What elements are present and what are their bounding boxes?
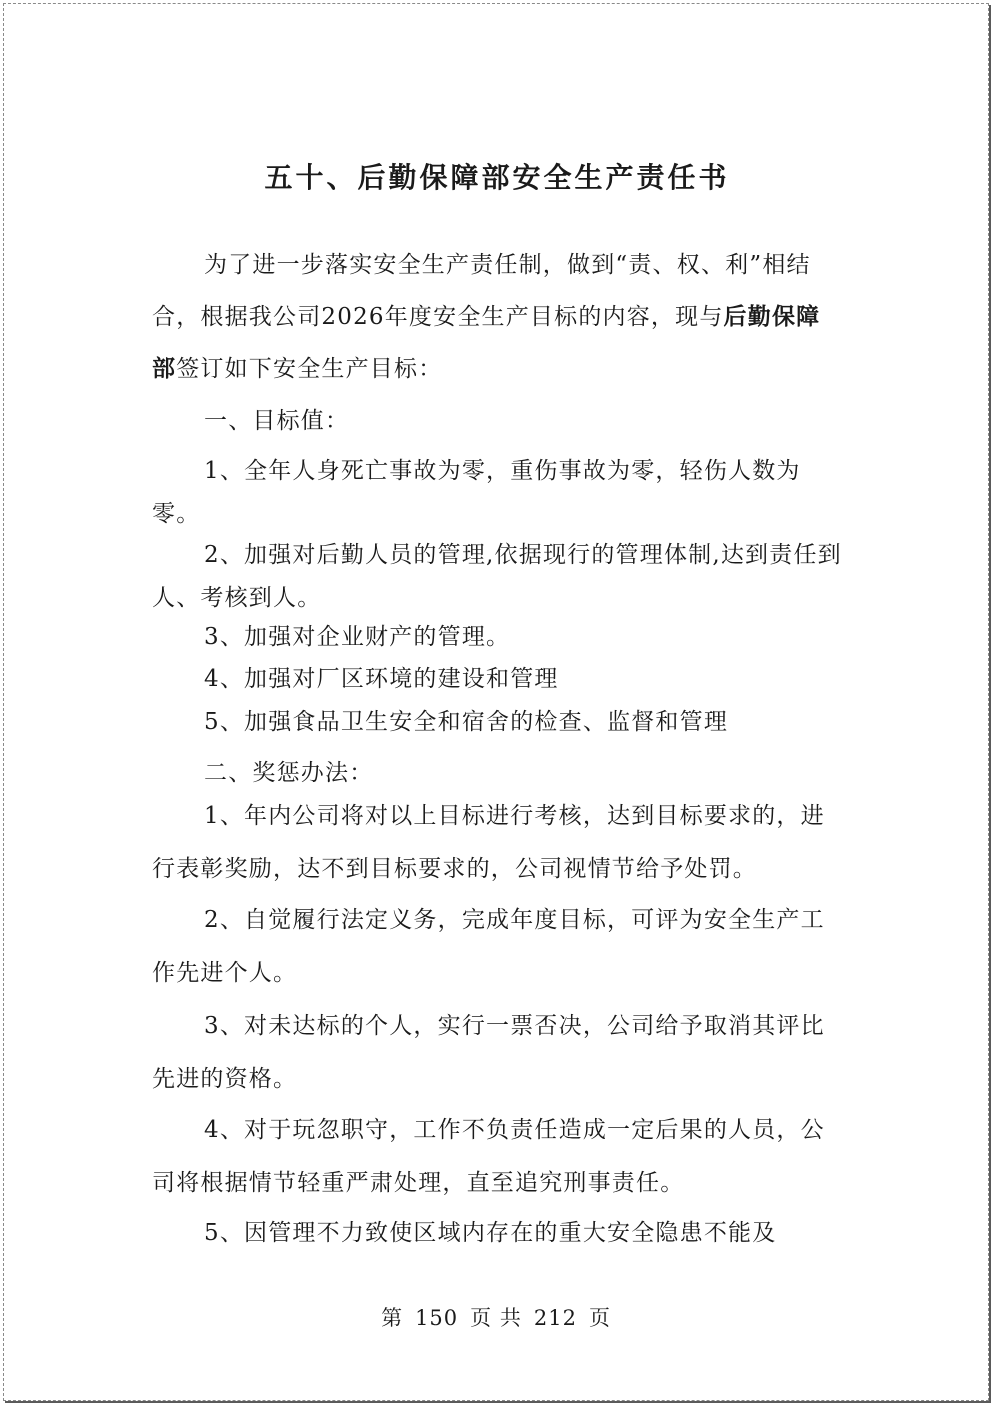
rule-item-1: 1、年内公司将对以上目标进行考核，达到目标要求的，进行表彰奖励，达不到目标要求的，公司视情节给予处罚。 [152,803,825,882]
goal-item-3: 3、加强对企业财产的管理。 [204,624,511,650]
rule-item-3: 3、对未达标的个人，实行一票否决，公司给予取消其评比先进的资格。 [152,1013,825,1092]
intro-department: 后勤保障部 [152,303,821,382]
rule-item-4: 4、对于玩忽职守，工作不负责任造成一定后果的人员，公司将根据情节轻重严肃处理，直至追究刑事责任。 [152,1117,825,1196]
goal-item-2: 2、加强对后勤人员的管理,依据现行的管理体制,达到责任到人、考核到人。 [152,542,842,611]
rule-item-5: 5、因管理不力致使区域内存在的重大安全隐患不能及 [204,1220,777,1246]
goal-item-4: 4、加强对厂区环境的建设和管理 [204,666,559,692]
intro-text-2: 签订如下安全生产目标： [176,356,443,382]
footer-suffix: 页 [588,1306,611,1330]
document-title: 五十、后勤保障部安全生产责任书 [264,161,730,194]
intro-paragraph [152,239,842,395]
goal-item-5: 5、加强食品卫生安全和宿舍的检查、监督和管理 [204,709,729,735]
intro-text-1: 为了进一步落实安全生产责任制，做到“责、权、利”相结合，根据我公司2026年度安全生产目标的内容，现与 [152,252,811,330]
footer-middle: 页 共 [470,1306,522,1330]
goal-item-1: 1、全年人身死亡事故为零，重伤事故为零，轻伤人数为零。 [152,458,801,527]
section-heading-rules: 二、奖惩办法： [204,760,374,786]
footer-prefix: 第 [381,1306,404,1330]
footer-current-page: 150 [415,1306,459,1330]
footer-total-pages: 212 [533,1306,577,1330]
page-footer [0,1302,992,1332]
section-heading-goals: 一、目标值： [204,408,350,434]
rule-item-2: 2、自觉履行法定义务，完成年度目标，可评为安全生产工作先进个人。 [152,907,825,986]
